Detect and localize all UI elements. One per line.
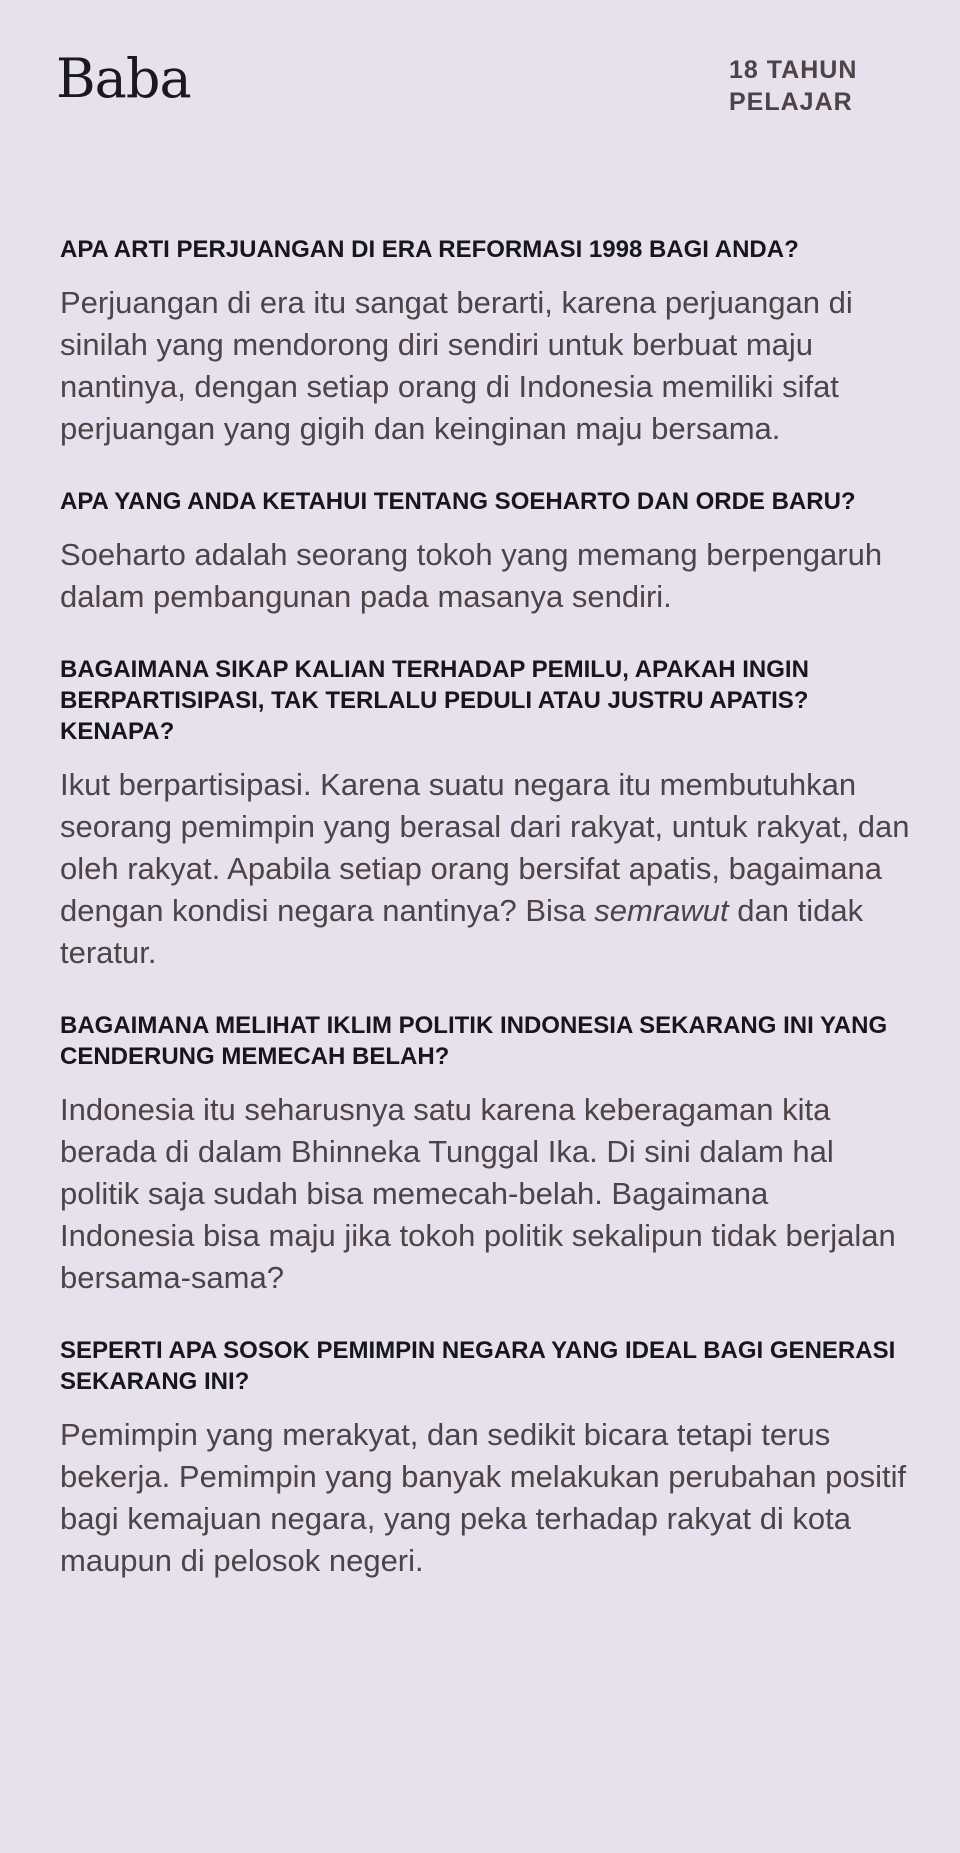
qa-item: [60, 654, 910, 974]
interviewee-age: 18 TAHUN: [729, 56, 858, 84]
question-text: SEPERTI APA SOSOK PEMIMPIN NEGARA YANG IDEAL BAGI GENERASI SEKARANG INI?: [60, 1337, 896, 1395]
qa-item: [60, 234, 910, 450]
answer-emphasis: semrawut: [594, 893, 729, 928]
answer-text: Indonesia itu seharusnya satu karena keberagaman kita berada di dalam Bhinneka Tunggal Ika. Di sini dalam hal politik saja sudah bisa memecah-belah. Bagaimana Indonesia bisa maju jika tokoh politik sekalipun tidak berjalan bersama-sama?: [60, 1092, 896, 1295]
qa-item: [60, 1010, 910, 1299]
answer-text: [60, 764, 910, 974]
answer-text: Soeharto adalah seorang tokoh yang memang berpengaruh dalam pembangunan pada masanya sendiri.: [60, 537, 883, 614]
answer-text: Perjuangan di era itu sangat berarti, karena perjuangan di sinilah yang mendorong diri sendiri untuk berbuat maju nantinya, dengan setiap orang di Indonesia memiliki sifat perjuangan yang gigih dan keinginan maju bersama.: [60, 285, 853, 446]
answer-text-part: dan tidak teratur.: [60, 893, 864, 970]
interview-qa-list: [60, 234, 910, 1618]
profile-header: [0, 0, 960, 140]
question-text: APA ARTI PERJUANGAN DI ERA REFORMASI 1998 BAGI ANDA?: [60, 236, 799, 263]
answer-text-part: Ikut berpartisipasi. Karena suatu negara itu membutuhkan seorang pemimpin yang berasal dari rakyat, untuk rakyat, dan oleh rakyat. Apabila setiap orang bersifat apatis, bagaimana dengan kondisi negara nantinya? Bisa: [60, 767, 910, 928]
answer-text: Pemimpin yang merakyat, dan sedikit bicara tetapi terus bekerja. Pemimpin yang banyak melakukan perubahan positif bagi kemajuan negara, yang peka terhadap rakyat di kota maupun di pelosok negeri.: [60, 1417, 907, 1578]
interviewee-name: Baba: [56, 47, 191, 110]
qa-item: [60, 486, 910, 618]
interviewee-meta: [729, 54, 857, 118]
question-text: BAGAIMANA MELIHAT IKLIM POLITIK INDONESIA SEKARANG INI YANG CENDERUNG MEMECAH BELAH?: [60, 1012, 888, 1070]
qa-item: [60, 1335, 910, 1582]
question-text: APA YANG ANDA KETAHUI TENTANG SOEHARTO DAN ORDE BARU?: [60, 488, 856, 515]
question-text: BAGAIMANA SIKAP KALIAN TERHADAP PEMILU, APAKAH INGIN BERPARTISIPASI, TAK TERLALU PEDULI ATAU JUSTRU APATIS? KENAPA?: [60, 656, 809, 745]
interviewee-occupation: PELAJAR: [729, 88, 853, 116]
